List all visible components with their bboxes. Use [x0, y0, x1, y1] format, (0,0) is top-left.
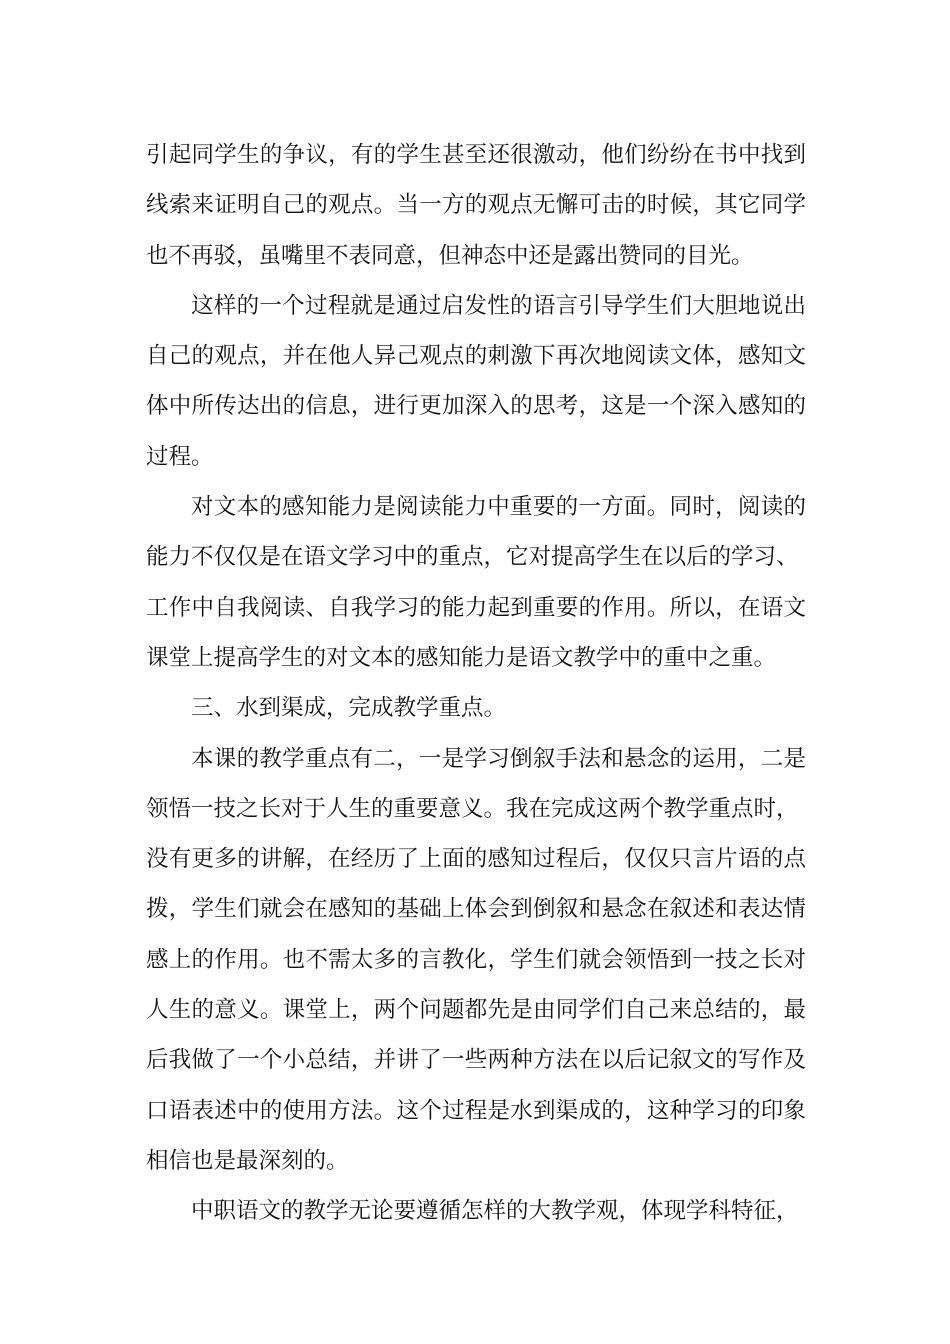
paragraph [146, 1186, 806, 1236]
text-line: 这样的一个过程就是通过启发性的语言引导学生们大胆地说出 [191, 292, 806, 319]
text-line: 工作中自我阅读、自我学习的能力起到重要的作用。所以，在语文 [146, 594, 806, 621]
text-line: 领悟一技之长对于人生的重要意义。我在完成这两个教学重点时， [146, 795, 799, 822]
text-line: 线索来证明自己的观点。当一方的观点无懈可击的时候，其它同学 [146, 192, 806, 219]
text-line: 本课的教学重点有二，一是学习倒叙手法和悬念的运用，二是 [191, 745, 806, 772]
text-line: 引起同学生的争议，有的学生甚至还很激动，他们纷纷在书中找到 [146, 142, 806, 168]
document-body [146, 130, 806, 1237]
text-line: 三、水到渠成，完成教学重点。 [191, 695, 507, 722]
paragraph [146, 281, 806, 482]
text-line: 人生的意义。课堂上，两个问题都先是由同学们自己来总结的，最 [146, 997, 806, 1024]
paragraph [146, 482, 806, 683]
text-line: 后我做了一个小总结，并讲了一些两种方法在以后记叙文的写作及 [146, 1047, 806, 1074]
section-heading [146, 683, 806, 733]
text-line: 相信也是最深刻的。 [146, 1147, 349, 1174]
text-line: 中职语文的教学无论要遵循怎样的大教学观，体现学科特征， [191, 1198, 799, 1225]
text-line: 能力不仅仅是在语文学习中的重点，它对提高学生在以后的学习、 [146, 544, 799, 571]
text-line: 过程。 [146, 443, 214, 470]
text-line: 体中所传达出的信息，进行更加深入的思考，这是一个深入感知的 [146, 393, 806, 420]
text-line: 感上的作用。也不需太多的言教化，学生们就会领悟到一技之长对 [146, 946, 806, 973]
paragraph [146, 130, 806, 281]
text-line: 拨，学生们就会在感知的基础上体会到倒叙和悬念在叙述和表达情 [146, 896, 806, 923]
text-line: 也不再驳，虽嘴里不表同意，但神态中还是露出赞同的目光。 [146, 242, 754, 269]
text-line: 没有更多的讲解，在经历了上面的感知过程后，仅仅只言片语的点 [146, 846, 806, 873]
text-line: 课堂上提高学生的对文本的感知能力是语文教学中的重中之重。 [146, 644, 777, 671]
text-line: 自己的观点，并在他人异己观点的刺激下再次地阅读文体，感知文 [146, 343, 806, 370]
text-line: 对文本的感知能力是阅读能力中重要的一方面。同时，阅读的 [191, 494, 806, 521]
text-line: 口语表述中的使用方法。这个过程是水到渠成的，这种学习的印象 [146, 1097, 806, 1124]
paragraph [146, 734, 806, 1187]
